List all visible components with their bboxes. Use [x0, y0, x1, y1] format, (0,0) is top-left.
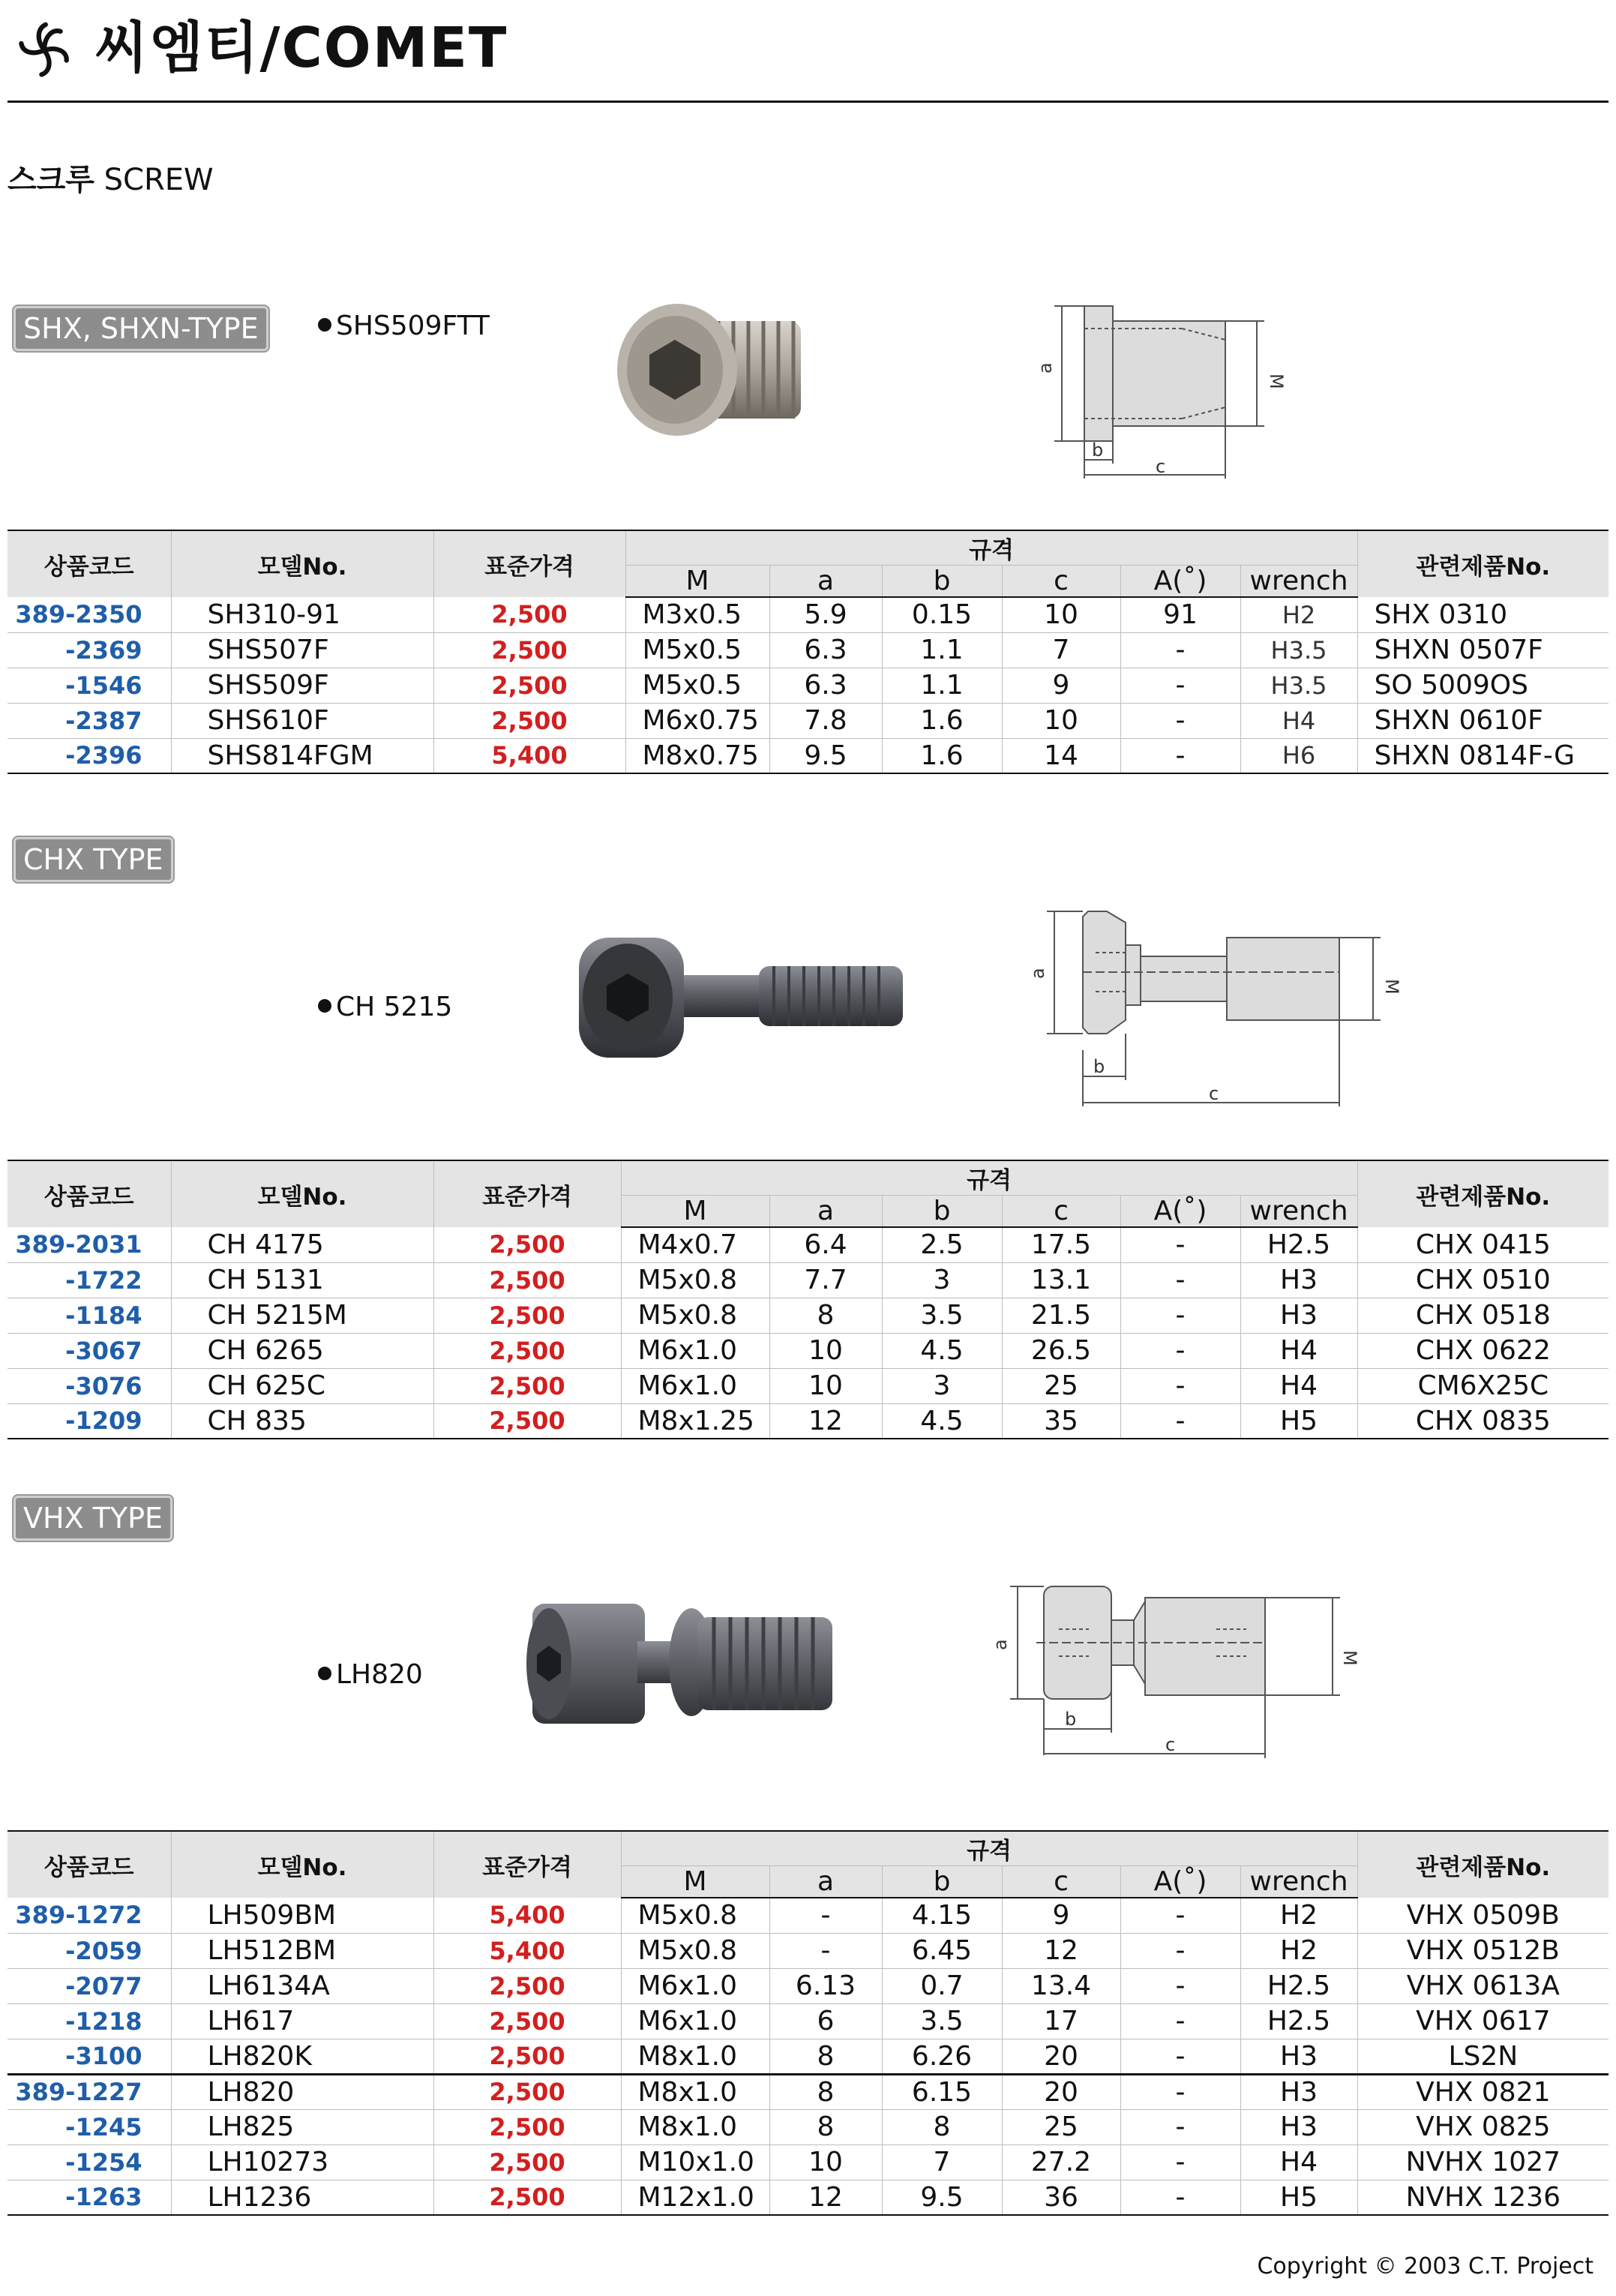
cell-code: 389-2350: [7, 597, 171, 632]
dim-label-a: a: [990, 1639, 1011, 1650]
dim-label-m: M: [1381, 979, 1402, 995]
table-row: [7, 1968, 1609, 2003]
col-header-a: a: [769, 1866, 882, 1898]
dim-label-a: a: [1027, 968, 1048, 979]
cell-b: 9.5: [882, 2180, 1002, 2215]
cell-price: 2,500: [433, 1262, 621, 1298]
cell-c: 17: [1002, 2003, 1120, 2039]
cell-a: 10: [769, 1333, 882, 1368]
cell-price: 2,500: [433, 2003, 621, 2039]
cell-price: 5,400: [433, 1933, 621, 1968]
cell-price: 2,500: [433, 2074, 621, 2109]
cell-b: 3.5: [882, 2003, 1002, 2039]
cell-c: 21.5: [1002, 1298, 1120, 1333]
cell-related: LS2N: [1357, 2039, 1609, 2074]
cell-model: LH820K: [171, 2039, 433, 2074]
table-row: [7, 1333, 1609, 1368]
cell-wrench: H2.5: [1240, 2003, 1357, 2039]
dim-label-m: M: [1266, 374, 1287, 389]
subtitle-korean: 스크루: [7, 163, 94, 197]
cell-wrench: H2: [1240, 1898, 1357, 1933]
cell-b: 6.15: [882, 2074, 1002, 2109]
subtitle-english: SCREW: [103, 163, 214, 197]
cell-angle: -: [1120, 668, 1240, 703]
cell-wrench: H2.5: [1240, 1968, 1357, 2003]
bullet-icon: [318, 1667, 331, 1680]
col-header-wrench: wrench: [1240, 1196, 1357, 1228]
col-header-spec: 규격: [621, 1831, 1357, 1866]
cell-wrench: H3: [1240, 1298, 1357, 1333]
col-header-spec: 규격: [625, 530, 1357, 566]
cell-b: 8: [882, 2109, 1002, 2144]
cell-m: M6x1.0: [621, 1968, 769, 2003]
cell-code: -1254: [7, 2144, 171, 2180]
dim-label-b: b: [1093, 1056, 1105, 1077]
screw-photo-chx: [571, 930, 909, 1065]
type-badge: VHX TYPE: [13, 1496, 172, 1541]
cell-wrench: H3: [1240, 2039, 1357, 2074]
col-header-a: a: [769, 1196, 882, 1228]
cell-b: 7: [882, 2144, 1002, 2180]
cell-angle: -: [1120, 1298, 1240, 1333]
cell-a: 7.7: [769, 1262, 882, 1298]
cell-price: 2,500: [433, 1968, 621, 2003]
cell-code: -1263: [7, 2180, 171, 2215]
cell-related: CHX 0510: [1357, 1262, 1609, 1298]
col-header-c: c: [1002, 1866, 1120, 1898]
cell-angle: -: [1120, 1262, 1240, 1298]
cell-a: 12: [769, 1403, 882, 1439]
cell-model: SHS610F: [171, 703, 433, 738]
cell-code: -1722: [7, 1262, 171, 1298]
cell-a: 7.8: [769, 703, 882, 738]
cell-code: 389-1227: [7, 2074, 171, 2109]
cell-price: 2,500: [433, 1227, 621, 1262]
comet-logo-icon: [10, 17, 78, 84]
cell-related: SHXN 0507F: [1357, 632, 1609, 668]
cell-wrench: H4: [1240, 2144, 1357, 2180]
cell-wrench: H4: [1240, 703, 1357, 738]
cell-price: 2,500: [433, 2180, 621, 2215]
cell-angle: -: [1120, 1898, 1240, 1933]
cell-angle: -: [1120, 1933, 1240, 1968]
model-label-text: LH820: [336, 1659, 423, 1690]
cell-b: 4.5: [882, 1403, 1002, 1439]
col-header-price: 표준가격: [433, 530, 625, 597]
cell-price: 5,400: [433, 1898, 621, 1933]
cell-wrench: H6: [1240, 738, 1357, 773]
cell-related: VHX 0821: [1357, 2074, 1609, 2109]
cell-wrench: H2.5: [1240, 1227, 1357, 1262]
cell-wrench: H3.5: [1240, 668, 1357, 703]
cell-model: LH1236: [171, 2180, 433, 2215]
col-header-m: M: [621, 1866, 769, 1898]
model-label: [318, 989, 452, 1026]
spec-table-shx: [7, 530, 1609, 774]
cell-code: -1218: [7, 2003, 171, 2039]
cell-b: 6.26: [882, 2039, 1002, 2074]
cell-c: 14: [1002, 738, 1120, 773]
cell-code: 389-1272: [7, 1898, 171, 1933]
cell-m: M10x1.0: [621, 2144, 769, 2180]
table-row: [7, 2003, 1609, 2039]
cell-m: M6x1.0: [621, 2003, 769, 2039]
cell-wrench: H2: [1240, 597, 1357, 632]
table-row: [7, 738, 1609, 773]
cell-related: SO 5009OS: [1357, 668, 1609, 703]
bullet-icon: [318, 999, 331, 1013]
table-row: [7, 2109, 1609, 2144]
cell-a: 6.13: [769, 1968, 882, 2003]
table-row: [7, 2074, 1609, 2109]
col-header-b: b: [882, 1866, 1002, 1898]
col-header-angle: A(˚): [1120, 566, 1240, 598]
table-row: [7, 1403, 1609, 1439]
col-header-wrench: wrench: [1240, 1866, 1357, 1898]
cell-c: 20: [1002, 2074, 1120, 2109]
cell-a: 9.5: [769, 738, 882, 773]
cell-m: M8x1.25: [621, 1403, 769, 1439]
cell-model: CH 835: [171, 1403, 433, 1439]
model-label: [318, 1656, 423, 1694]
cell-model: SHS814FGM: [171, 738, 433, 773]
cell-related: VHX 0617: [1357, 2003, 1609, 2039]
cell-a: 6.4: [769, 1227, 882, 1262]
cell-m: M3x0.5: [625, 597, 769, 632]
cell-m: M5x0.8: [621, 1298, 769, 1333]
cell-c: 27.2: [1002, 2144, 1120, 2180]
cell-m: M6x1.0: [621, 1368, 769, 1403]
cell-m: M6x0.75: [625, 703, 769, 738]
col-header-angle: A(˚): [1120, 1196, 1240, 1228]
cell-a: 10: [769, 2144, 882, 2180]
cell-c: 35: [1002, 1403, 1120, 1439]
cell-a: 6: [769, 2003, 882, 2039]
cell-price: 2,500: [433, 2109, 621, 2144]
cell-code: -2059: [7, 1933, 171, 1968]
cell-related: CHX 0835: [1357, 1403, 1609, 1439]
cell-angle: -: [1120, 2003, 1240, 2039]
cell-m: M4x0.7: [621, 1227, 769, 1262]
cell-m: M8x1.0: [621, 2109, 769, 2144]
cell-model: CH 625C: [171, 1368, 433, 1403]
cell-wrench: H3.5: [1240, 632, 1357, 668]
col-header-related: 관련제품No.: [1357, 1160, 1609, 1227]
cell-code: 389-2031: [7, 1227, 171, 1262]
cell-price: 2,500: [433, 703, 625, 738]
cell-wrench: H3: [1240, 2109, 1357, 2144]
cell-related: VHX 0613A: [1357, 1968, 1609, 2003]
brand-title: 씨엠티/COMET: [94, 16, 508, 80]
cell-model: CH 4175: [171, 1227, 433, 1262]
cell-c: 36: [1002, 2180, 1120, 2215]
model-label: [318, 308, 490, 345]
cell-c: 25: [1002, 1368, 1120, 1403]
cell-code: -2387: [7, 703, 171, 738]
cell-m: M6x1.0: [621, 1333, 769, 1368]
cell-model: LH512BM: [171, 1933, 433, 1968]
col-header-model: 모델No.: [171, 530, 433, 597]
bullet-icon: [318, 318, 331, 332]
cell-a: 8: [769, 1298, 882, 1333]
cell-m: M5x0.8: [621, 1933, 769, 1968]
cell-price: 2,500: [433, 597, 625, 632]
cell-angle: -: [1120, 2039, 1240, 2074]
cell-angle: -: [1120, 1333, 1240, 1368]
col-header-model: 모델No.: [171, 1160, 433, 1227]
cell-b: 3: [882, 1368, 1002, 1403]
cell-model: CH 6265: [171, 1333, 433, 1368]
table-row: [7, 1227, 1609, 1262]
col-header-price: 표준가격: [433, 1831, 621, 1898]
cell-price: 2,500: [433, 2144, 621, 2180]
cell-b: 1.6: [882, 703, 1002, 738]
col-header-b: b: [882, 566, 1002, 598]
cell-angle: -: [1120, 632, 1240, 668]
cell-price: 2,500: [433, 2039, 621, 2074]
table-row: [7, 703, 1609, 738]
cell-c: 10: [1002, 703, 1120, 738]
cell-b: 2.5: [882, 1227, 1002, 1262]
cell-code: -1245: [7, 2109, 171, 2144]
cell-model: SH310-91: [171, 597, 433, 632]
cell-b: 4.5: [882, 1333, 1002, 1368]
cell-model: LH825: [171, 2109, 433, 2144]
table-row: [7, 1262, 1609, 1298]
cell-angle: -: [1120, 2074, 1240, 2109]
table-row: [7, 597, 1609, 632]
cell-related: VHX 0825: [1357, 2109, 1609, 2144]
cell-angle: -: [1120, 2180, 1240, 2215]
cell-model: CH 5215M: [171, 1298, 433, 1333]
col-header-c: c: [1002, 1196, 1120, 1228]
cell-code: -1546: [7, 668, 171, 703]
dim-label-c: c: [1156, 456, 1166, 477]
cell-m: M5x0.8: [621, 1262, 769, 1298]
model-label-text: CH 5215: [336, 992, 453, 1022]
cell-price: 5,400: [433, 738, 625, 773]
col-header-a: a: [769, 566, 882, 598]
cell-m: M8x1.0: [621, 2039, 769, 2074]
cell-price: 2,500: [433, 1333, 621, 1368]
cell-angle: -: [1120, 738, 1240, 773]
cell-price: 2,500: [433, 1368, 621, 1403]
cell-angle: 91: [1120, 597, 1240, 632]
cell-m: M12x1.0: [621, 2180, 769, 2215]
table-row: [7, 2039, 1609, 2074]
cell-related: VHX 0512B: [1357, 1933, 1609, 1968]
type-badge: SHX, SHXN-TYPE: [13, 306, 268, 351]
cell-a: 8: [769, 2039, 882, 2074]
cell-model: LH6134A: [171, 1968, 433, 2003]
cell-b: 6.45: [882, 1933, 1002, 1968]
cell-m: M5x0.5: [625, 668, 769, 703]
col-header-b: b: [882, 1196, 1002, 1228]
cell-wrench: H2: [1240, 1933, 1357, 1968]
cell-a: 5.9: [769, 597, 882, 632]
dimension-drawing-shx: [1032, 299, 1294, 486]
col-header-c: c: [1002, 566, 1120, 598]
cell-code: -2369: [7, 632, 171, 668]
dim-label-a: a: [1035, 362, 1056, 374]
cell-b: 0.15: [882, 597, 1002, 632]
cell-angle: -: [1120, 2109, 1240, 2144]
cell-c: 20: [1002, 2039, 1120, 2074]
cell-code: -3100: [7, 2039, 171, 2074]
cell-a: -: [769, 1933, 882, 1968]
cell-b: 3.5: [882, 1298, 1002, 1333]
cell-a: 10: [769, 1368, 882, 1403]
cell-model: LH820: [171, 2074, 433, 2109]
cell-price: 2,500: [433, 1298, 621, 1333]
cell-angle: -: [1120, 1403, 1240, 1439]
cell-a: 8: [769, 2074, 882, 2109]
cell-model: LH509BM: [171, 1898, 433, 1933]
cell-wrench: H4: [1240, 1368, 1357, 1403]
cell-b: 3: [882, 1262, 1002, 1298]
cell-b: 0.7: [882, 1968, 1002, 2003]
cell-model: CH 5131: [171, 1262, 433, 1298]
cell-c: 12: [1002, 1933, 1120, 1968]
table-row: [7, 2144, 1609, 2180]
cell-model: LH10273: [171, 2144, 433, 2180]
cell-a: 8: [769, 2109, 882, 2144]
dim-label-c: c: [1165, 1734, 1176, 1755]
cell-related: NVHX 1027: [1357, 2144, 1609, 2180]
spec-table-vhx: [7, 1830, 1609, 2216]
cell-a: 6.3: [769, 632, 882, 668]
table-row: [7, 1368, 1609, 1403]
screw-photo-shx: [606, 299, 816, 441]
cell-wrench: H5: [1240, 2180, 1357, 2215]
cell-c: 7: [1002, 632, 1120, 668]
cell-model: LH617: [171, 2003, 433, 2039]
dim-label-b: b: [1065, 1709, 1077, 1730]
col-header-price: 표준가격: [433, 1160, 621, 1227]
cell-c: 25: [1002, 2109, 1120, 2144]
col-header-angle: A(˚): [1120, 1866, 1240, 1898]
table-row: [7, 632, 1609, 668]
cell-c: 13.1: [1002, 1262, 1120, 1298]
table-row: [7, 668, 1609, 703]
cell-code: -2077: [7, 1968, 171, 2003]
dimension-drawing-chx: [1027, 900, 1407, 1110]
cell-related: CHX 0518: [1357, 1298, 1609, 1333]
cell-c: 9: [1002, 1898, 1120, 1933]
col-header-m: M: [621, 1196, 769, 1228]
dim-label-m: M: [1339, 1650, 1360, 1666]
screw-photo-vhx: [517, 1596, 847, 1731]
col-header-code: 상품코드: [7, 1160, 171, 1227]
cell-related: SHXN 0610F: [1357, 703, 1609, 738]
cell-a: -: [769, 1898, 882, 1933]
cell-angle: -: [1120, 1368, 1240, 1403]
cell-c: 9: [1002, 668, 1120, 703]
cell-related: SHXN 0814F-G: [1357, 738, 1609, 773]
cell-code: -1209: [7, 1403, 171, 1439]
cell-wrench: H3: [1240, 1262, 1357, 1298]
cell-a: 6.3: [769, 668, 882, 703]
cell-m: M8x0.75: [625, 738, 769, 773]
col-header-wrench: wrench: [1240, 566, 1357, 598]
cell-b: 1.1: [882, 668, 1002, 703]
cell-a: 12: [769, 2180, 882, 2215]
cell-b: 1.1: [882, 632, 1002, 668]
col-header-spec: 규격: [621, 1160, 1357, 1196]
cell-c: 13.4: [1002, 1968, 1120, 2003]
cell-price: 2,500: [433, 1403, 621, 1439]
spec-table-chx: [7, 1160, 1609, 1439]
dim-label-c: c: [1209, 1083, 1219, 1104]
cell-price: 2,500: [433, 632, 625, 668]
cell-wrench: H3: [1240, 2074, 1357, 2109]
cell-angle: -: [1120, 2144, 1240, 2180]
cell-model: SHS507F: [171, 632, 433, 668]
cell-b: 4.15: [882, 1898, 1002, 1933]
header-divider: [7, 101, 1609, 103]
cell-m: M5x0.5: [625, 632, 769, 668]
cell-wrench: H5: [1240, 1403, 1357, 1439]
page-subtitle: [7, 159, 214, 201]
cell-c: 10: [1002, 597, 1120, 632]
cell-angle: -: [1120, 703, 1240, 738]
table-row: [7, 2180, 1609, 2215]
cell-code: -3076: [7, 1368, 171, 1403]
cell-code: -2396: [7, 738, 171, 773]
cell-related: CHX 0622: [1357, 1333, 1609, 1368]
cell-m: M8x1.0: [621, 2074, 769, 2109]
col-header-m: M: [625, 566, 769, 598]
col-header-code: 상품코드: [7, 1831, 171, 1898]
cell-angle: -: [1120, 1227, 1240, 1262]
cell-related: SHX 0310: [1357, 597, 1609, 632]
cell-related: CM6X25C: [1357, 1368, 1609, 1403]
col-header-code: 상품코드: [7, 530, 171, 597]
cell-c: 26.5: [1002, 1333, 1120, 1368]
table-row: [7, 1298, 1609, 1333]
col-header-related: 관련제품No.: [1357, 530, 1609, 597]
dimension-drawing-vhx: [991, 1575, 1381, 1763]
cell-model: SHS509F: [171, 668, 433, 703]
cell-related: VHX 0509B: [1357, 1898, 1609, 1933]
cell-angle: -: [1120, 1968, 1240, 2003]
cell-wrench: H4: [1240, 1333, 1357, 1368]
cell-code: -3067: [7, 1333, 171, 1368]
model-label-text: SHS509FTT: [336, 311, 490, 341]
cell-price: 2,500: [433, 668, 625, 703]
cell-related: NVHX 1236: [1357, 2180, 1609, 2215]
col-header-model: 모델No.: [171, 1831, 433, 1898]
table-row: [7, 1898, 1609, 1933]
col-header-related: 관련제품No.: [1357, 1831, 1609, 1898]
copyright-notice: Copyright © 2003 C.T. Project: [1257, 2253, 1594, 2279]
cell-code: -1184: [7, 1298, 171, 1333]
table-row: [7, 1933, 1609, 1968]
cell-related: CHX 0415: [1357, 1227, 1609, 1262]
dim-label-b: b: [1092, 440, 1104, 461]
cell-b: 1.6: [882, 738, 1002, 773]
type-badge: CHX TYPE: [13, 837, 173, 882]
cell-m: M5x0.8: [621, 1898, 769, 1933]
cell-c: 17.5: [1002, 1227, 1120, 1262]
